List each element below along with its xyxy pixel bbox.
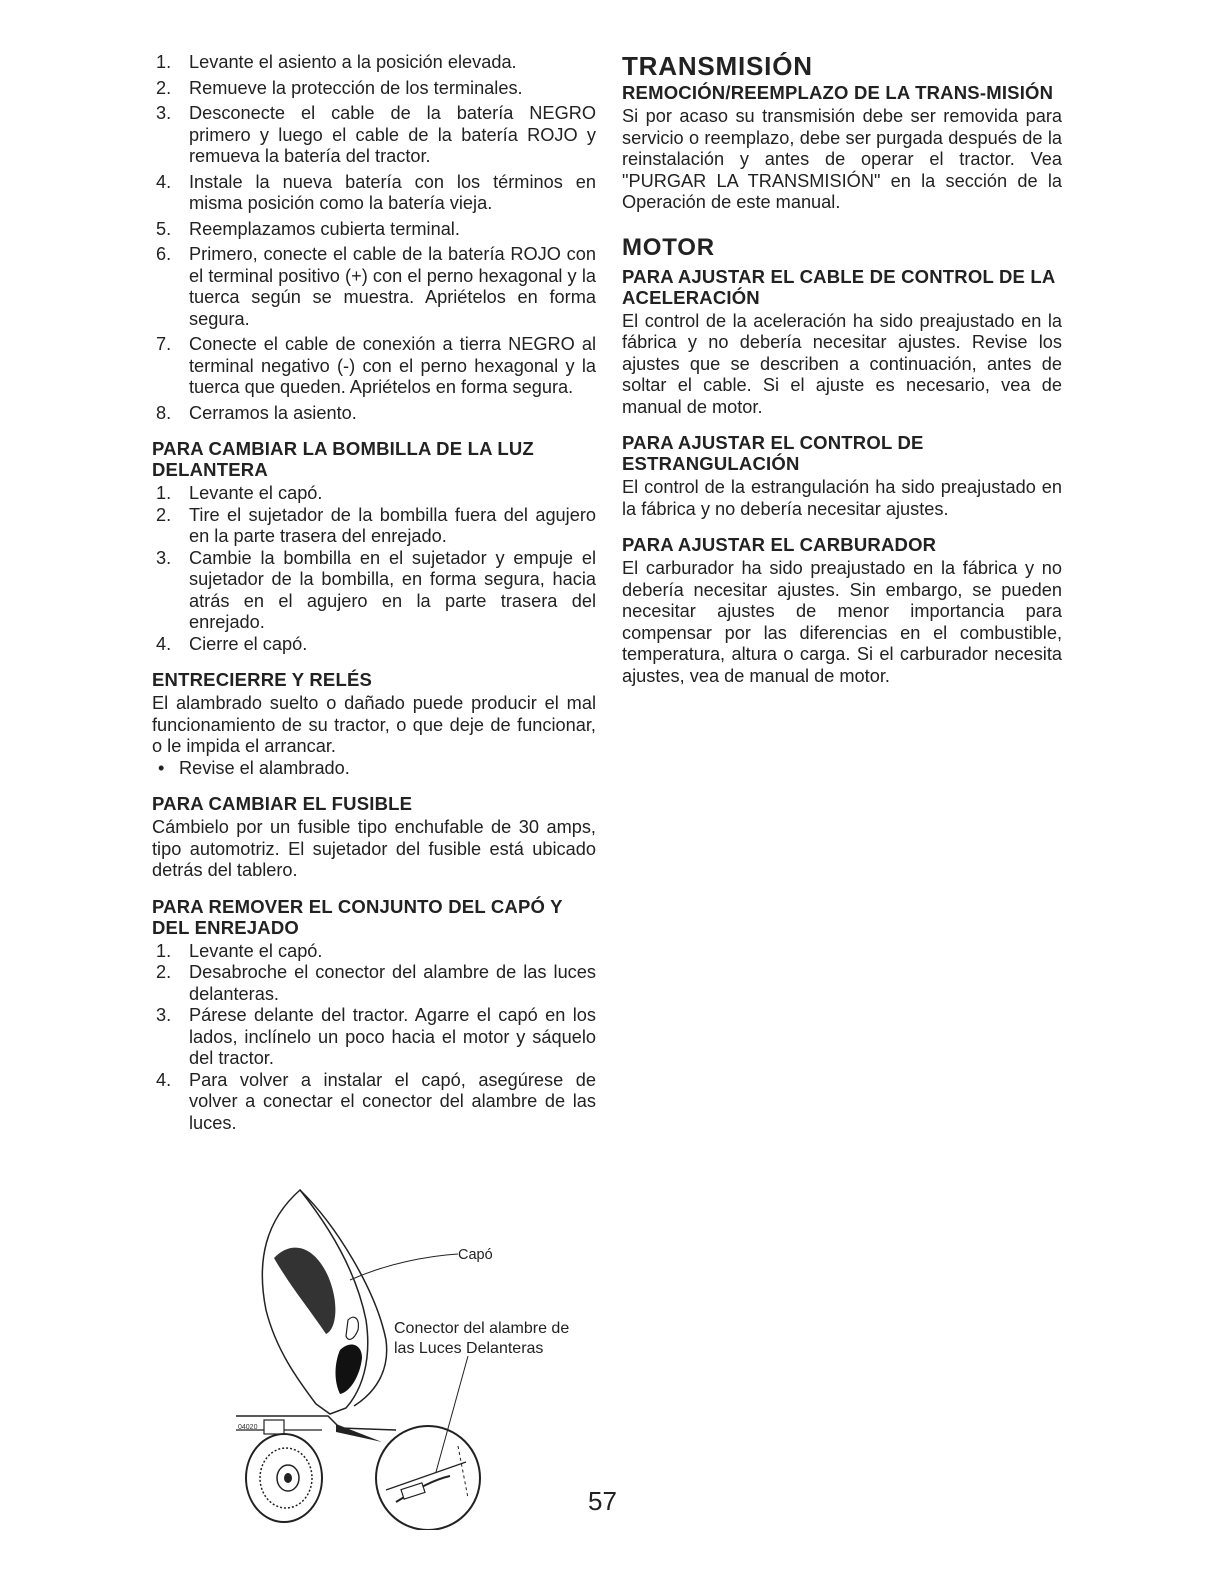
carburetor-text: El carburador ha sido preajustado en la fábrica y no debería necesitar ajustes. Sin embargo, se pueden necesitar ajustes de menor importancia para compensar por las diferencias en el combustible, temperatura, altura o carga. Si el carburador necesita ajustes, vea de manual de motor. <box>622 558 1062 686</box>
transmission-title: TRANSMISIÓN <box>622 51 813 81</box>
step-number: 2. <box>156 962 172 982</box>
step-text: Levante el capó. <box>189 940 323 961</box>
list-item <box>152 52 596 74</box>
list-item <box>152 103 596 168</box>
bullet-text: Revise el alambrado. <box>179 757 350 778</box>
step-number: 5. <box>156 218 172 239</box>
step-number: 2. <box>156 77 172 98</box>
list-item <box>152 78 596 100</box>
step-text: Instale la nueva batería con los términos en misma posición como la batería vieja. <box>189 171 596 213</box>
list-item <box>152 634 596 656</box>
hood-heading: PARA REMOVER EL CONJUNTO DEL CAPÓ Y DEL ENREJADO <box>152 895 563 938</box>
transmission-text: Si por acaso su transmisión debe ser removida para servicio o reemplazo, debe ser purgada después de la reinstalación y antes de operar el tractor. Vea "PURGAR LA TRANSMISIÓN" en la sección de la Operación de este manual. <box>622 106 1062 212</box>
step-number: 2. <box>156 504 172 525</box>
choke-text: El control de la estrangulación ha sido preajustado en la fábrica y no debería necesitar ajustes. <box>622 477 1062 519</box>
hood-label: Capó <box>458 1247 493 1263</box>
right-column <box>622 52 1062 687</box>
list-item <box>152 334 596 399</box>
step-number: 1. <box>156 940 172 961</box>
list-item <box>152 962 596 1005</box>
step-text: Desconecte el cable de la batería NEGRO primero y luego el cable de la batería ROJO y remueva la batería del tractor. <box>189 103 596 166</box>
step-number: 6. <box>156 244 172 264</box>
fuse-text: Cámbielo por un fusible tipo enchufable de 30 amps, tipo automotriz. El sujetador del fusible está ubicado detrás del tablero. <box>152 817 596 880</box>
relays-bullets <box>152 758 596 780</box>
step-text: Tire el sujetador de la bombilla fuera del agujero en la parte trasera del enrejado. <box>189 504 596 546</box>
relays-heading: ENTRECIERRE Y RELÉS <box>152 669 373 690</box>
list-item <box>152 244 596 330</box>
throttle-heading: PARA AJUSTAR EL CABLE DE CONTROL DE LA ACELERACIÓN <box>622 265 1055 308</box>
step-number: 3. <box>156 547 172 568</box>
figure-code: 04020 <box>238 1424 258 1431</box>
step-number: 8. <box>156 402 172 423</box>
step-text: Desabroche el conector del alambre de las luces delanteras. <box>189 962 596 1004</box>
list-item <box>152 1070 596 1135</box>
step-text: Conecte el cable de conexión a tierra NEGRO al terminal negativo (-) con el perno hexagonal y la tuerca que queden. Apriételos en forma segura. <box>189 334 596 397</box>
fuse-heading: PARA CAMBIAR EL FUSIBLE <box>152 793 413 814</box>
connector-label-line2: las Luces Delanteras <box>394 1340 544 1357</box>
list-item <box>152 505 596 548</box>
list-item <box>152 403 596 425</box>
frame-bracket <box>264 1420 284 1434</box>
relays-text: El alambrado suelto o dañado puede producir el mal funcionamiento de su tractor, o que deje de funcionar, o le impida el arrancar. <box>152 693 596 756</box>
step-number: 1. <box>156 52 172 72</box>
list-item <box>152 1005 596 1070</box>
step-number: 4. <box>156 171 172 192</box>
battery-steps <box>152 52 596 424</box>
page-number: 57 <box>588 1486 617 1516</box>
bullet-icon: • <box>158 757 165 778</box>
step-text: Cambie la bombilla en el sujetador y empuje el sujetador de la bombilla, en forma segura, hacia atrás en el agujero en la parte trasera del enrejado. <box>189 547 596 632</box>
bulb-heading: PARA CAMBIAR LA BOMBILLA DE LA LUZ DELANTERA <box>152 438 534 480</box>
step-number: 1. <box>156 483 172 503</box>
step-text: Cerramos la asiento. <box>189 402 357 423</box>
step-text: Para volver a instalar el capó, asegúrese de volver a conectar el conector del alambre de las luces. <box>189 1069 596 1133</box>
step-number: 7. <box>156 334 172 354</box>
list-item <box>152 172 596 215</box>
transmission-subheading: REMOCIÓN/REEMPLAZO DE LA TRANS-MISIÓN <box>622 82 1054 103</box>
list-item <box>152 548 596 634</box>
hood-leader-line <box>350 1254 458 1280</box>
step-number: 4. <box>156 633 172 654</box>
choke-heading: PARA AJUSTAR EL CONTROL DE ESTRANGULACIÓN <box>622 432 924 474</box>
step-text: Párese delante del tractor. Agarre el capó en los lados, inclínelo un poco hacia el motor y sáquelo del tractor. <box>189 1005 596 1068</box>
step-text: Cierre el capó. <box>189 633 308 654</box>
carburetor-heading: PARA AJUSTAR EL CARBURADOR <box>622 534 937 555</box>
frame-line <box>236 1416 396 1430</box>
step-text: Primero, conecte el cable de la batería ROJO con el terminal positivo (+) con el perno hexagonal y la tuerca según se muestra. Apriételos en forma segura. <box>189 244 596 329</box>
step-number: 3. <box>156 1005 172 1025</box>
step-number: 3. <box>156 103 172 123</box>
step-text: Levante el asiento a la posición elevada. <box>189 52 517 72</box>
motor-title: MOTOR <box>622 233 715 261</box>
list-item <box>152 219 596 241</box>
connector-label-line1: Conector del alambre de <box>394 1320 570 1337</box>
throttle-text: El control de la aceleración ha sido preajustado en la fábrica y no debería necesitar ajustes. Revise los ajustes que se describen a continuación, antes de soltar el cable. Si el ajuste es necesario, vea de manual de motor. <box>622 310 1062 417</box>
hood-removal-figure <box>236 1180 596 1530</box>
list-item <box>152 941 596 963</box>
step-text: Remueve la protección de los terminales. <box>189 77 523 98</box>
hood-steps <box>152 941 596 1135</box>
list-item <box>152 483 596 505</box>
bulb-steps <box>152 483 596 655</box>
left-column <box>152 52 596 1134</box>
step-text: Reemplazamos cubierta terminal. <box>189 218 460 239</box>
hood-illustration <box>236 1180 596 1530</box>
step-number: 4. <box>156 1069 172 1090</box>
list-item <box>152 758 596 780</box>
step-text: Levante el capó. <box>189 483 323 503</box>
